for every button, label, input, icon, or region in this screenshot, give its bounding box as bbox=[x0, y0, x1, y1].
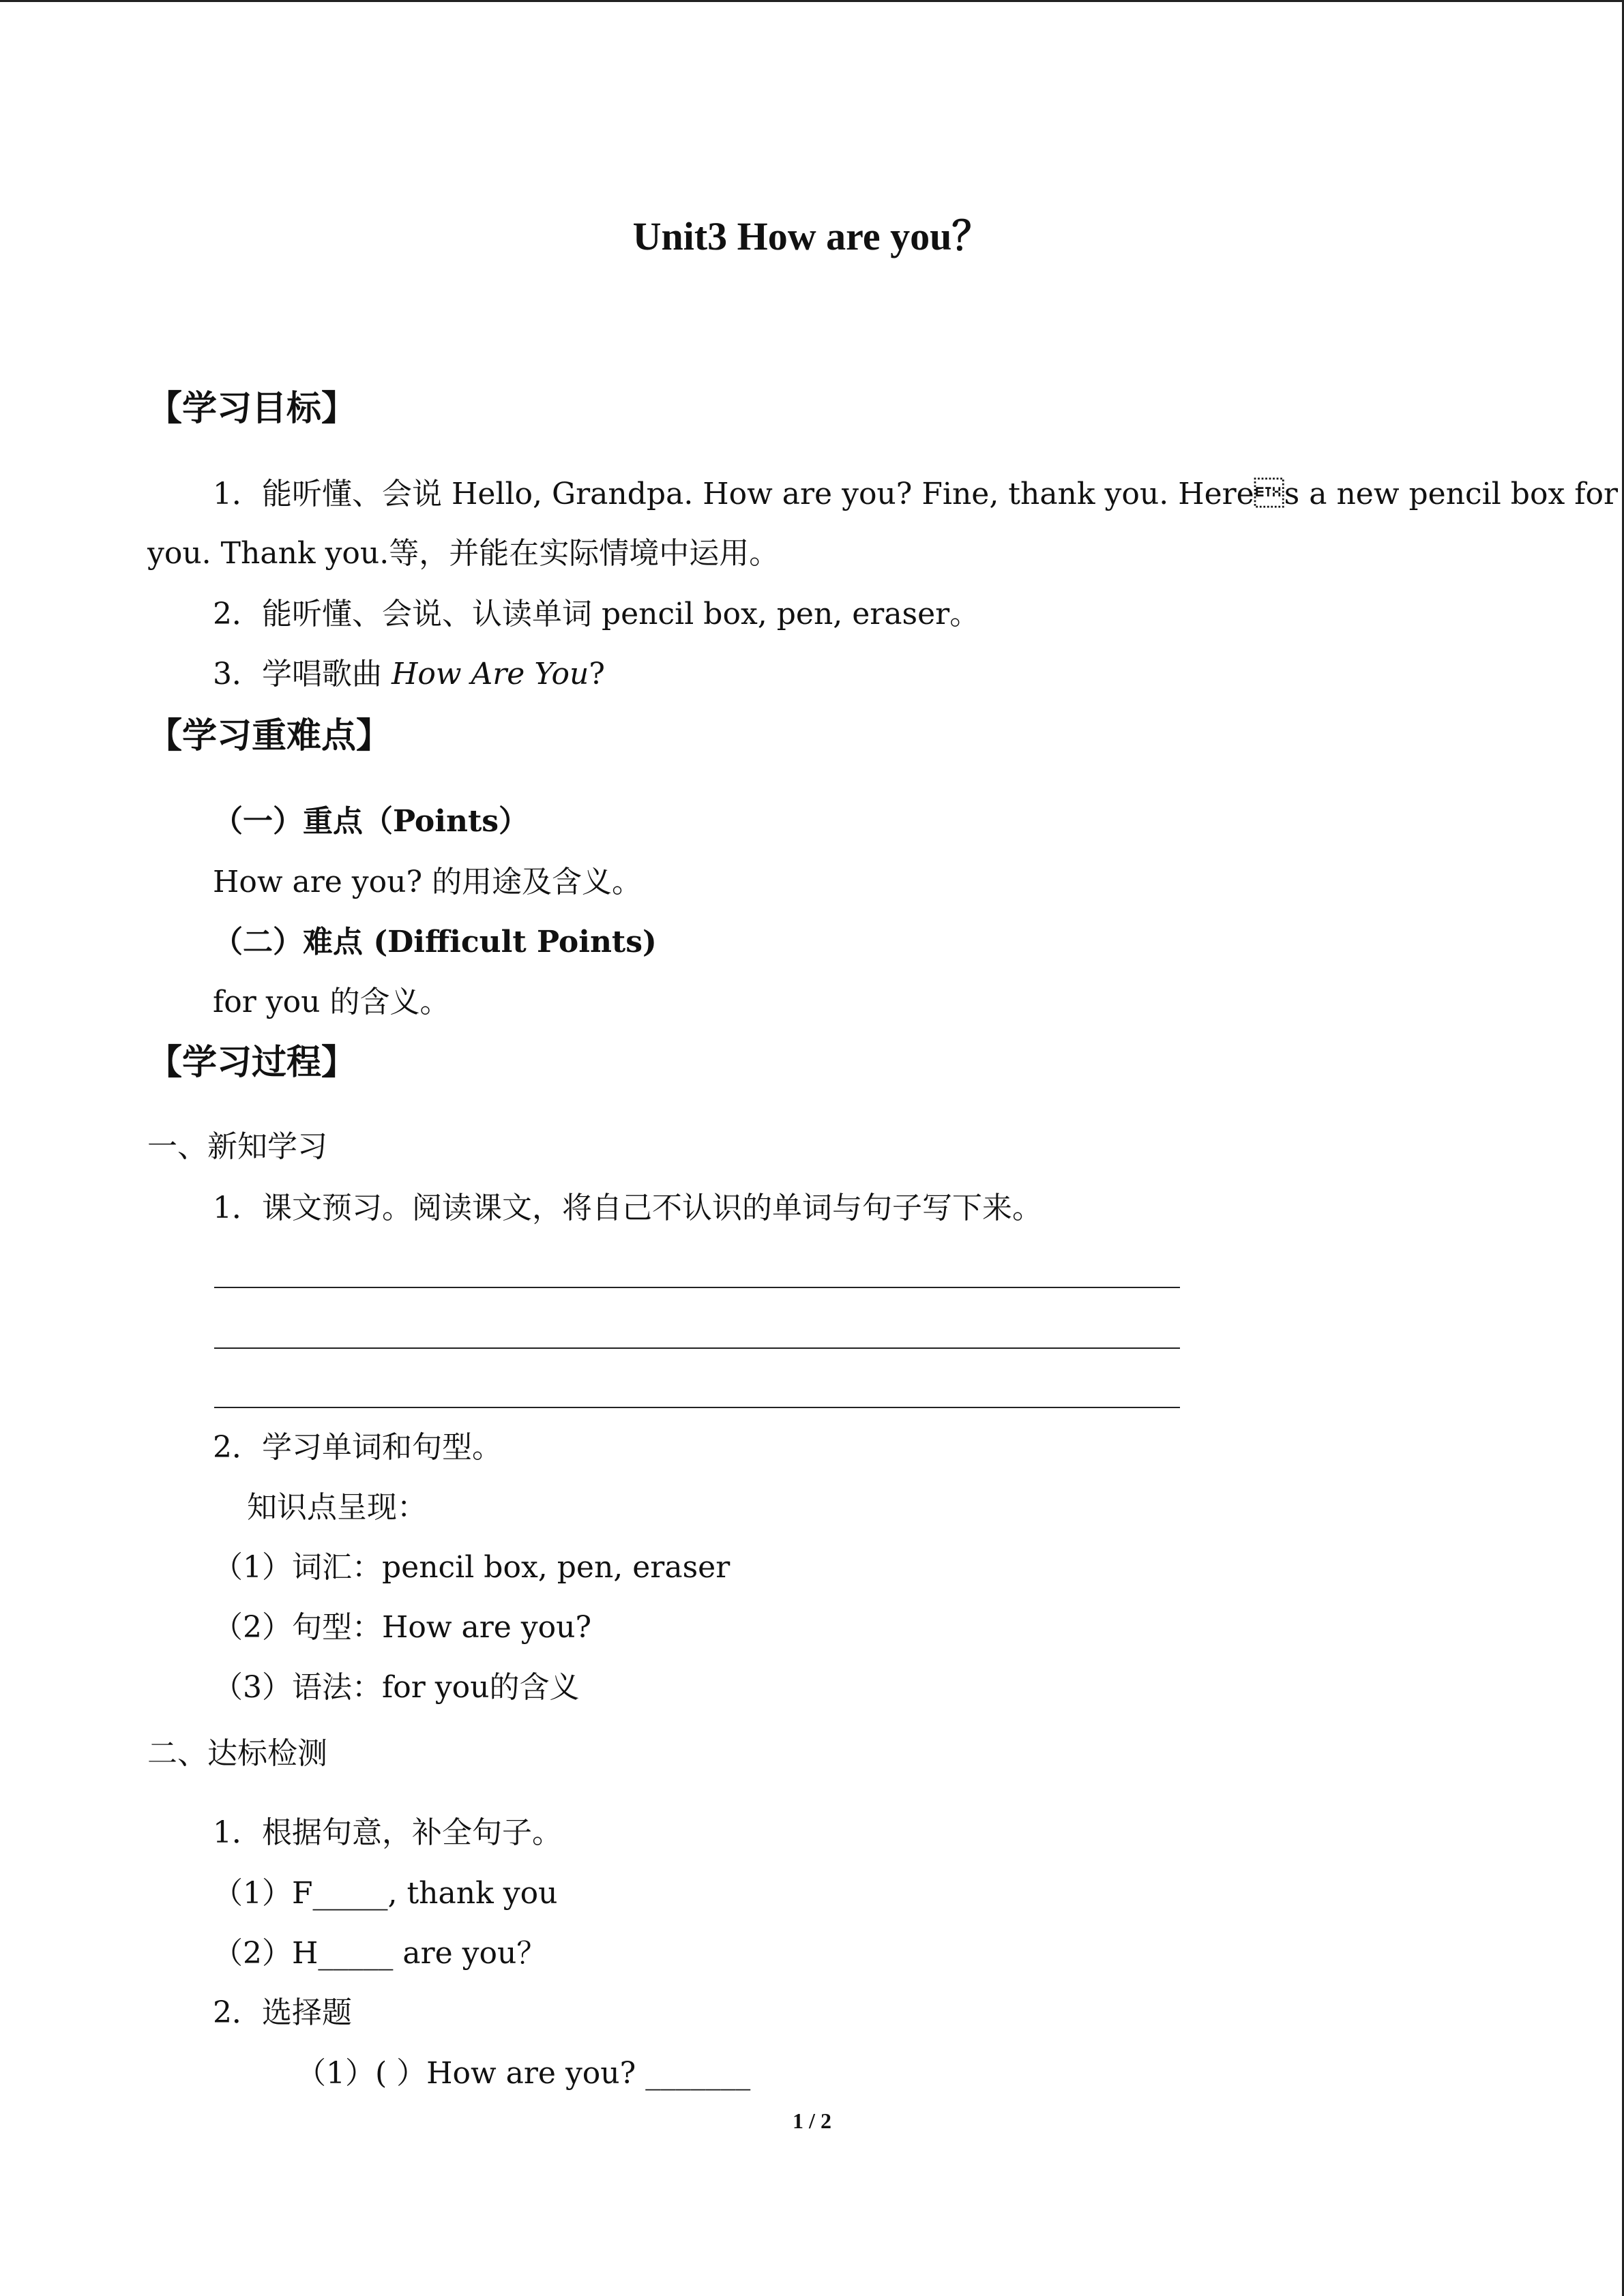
sentence-item: （2）句型：How are you? bbox=[213, 1610, 592, 1645]
goal-item-3 bbox=[213, 659, 605, 689]
points-text: How are you? 的用途及含义。 bbox=[213, 865, 643, 899]
difficult-points-label: （二）难点 (Difficult Points) bbox=[213, 925, 657, 959]
goal-item-3-prefix: 3．学唱歌曲 bbox=[213, 657, 392, 691]
difficult-points-text: for you 的含义。 bbox=[213, 985, 450, 1019]
answer-line-1 bbox=[214, 1287, 1180, 1288]
test-2: 2．选择题 bbox=[213, 1995, 352, 2030]
goal-item-1-line-1: 1．能听懂、会说 Hello, Grandpa. How are you? Fine, thank you. Heres a new pencil box for bbox=[213, 477, 1619, 511]
heading-key-points: 【学习重难点】 bbox=[147, 716, 392, 756]
heading-learning-process: 【学习过程】 bbox=[147, 1043, 357, 1083]
goal-item-2: 2．能听懂、会说、认读单词 pencil box, pen, eraser。 bbox=[213, 597, 980, 631]
test-2-question-1: （1）( ）How are you? _______ bbox=[296, 2056, 751, 2091]
goal-item-3-suffix: ? bbox=[589, 657, 605, 691]
knowledge-label: 知识点呈现： bbox=[247, 1490, 427, 1525]
grammar-item: （3）语法：for you的含义 bbox=[213, 1670, 580, 1705]
step-1: 1．课文预习。阅读课文，将自己不认识的单词与句子写下来。 bbox=[213, 1191, 1042, 1225]
step-2: 2．学习单词和句型。 bbox=[213, 1430, 502, 1465]
vocab-item: （1）词汇：pencil box, pen, eraser bbox=[213, 1550, 730, 1585]
goal-item-1-line-2: you. Thank you.等，并能在实际情境中运用。 bbox=[147, 536, 780, 571]
song-title: How Are You bbox=[391, 657, 589, 691]
part2-title: 二、达标检测 bbox=[147, 1736, 327, 1771]
answer-line-2 bbox=[214, 1347, 1180, 1349]
test-1-question-2: （2）H_____ are you？ bbox=[213, 1936, 547, 1971]
page-number: 1 / 2 bbox=[793, 2108, 831, 2133]
answer-line-3 bbox=[214, 1407, 1180, 1408]
test-1: 1．根据句意，补全句子。 bbox=[213, 1815, 562, 1850]
page-title: Unit3 How are you？ bbox=[632, 214, 992, 258]
test-1-question-1: （1）F_____, thank you bbox=[213, 1876, 558, 1911]
points-label: （一）重点（Points） bbox=[213, 804, 529, 839]
page-top-border bbox=[0, 0, 1624, 2]
heading-learning-goals: 【学习目标】 bbox=[147, 389, 357, 429]
part1-title: 一、新知学习 bbox=[147, 1129, 327, 1164]
